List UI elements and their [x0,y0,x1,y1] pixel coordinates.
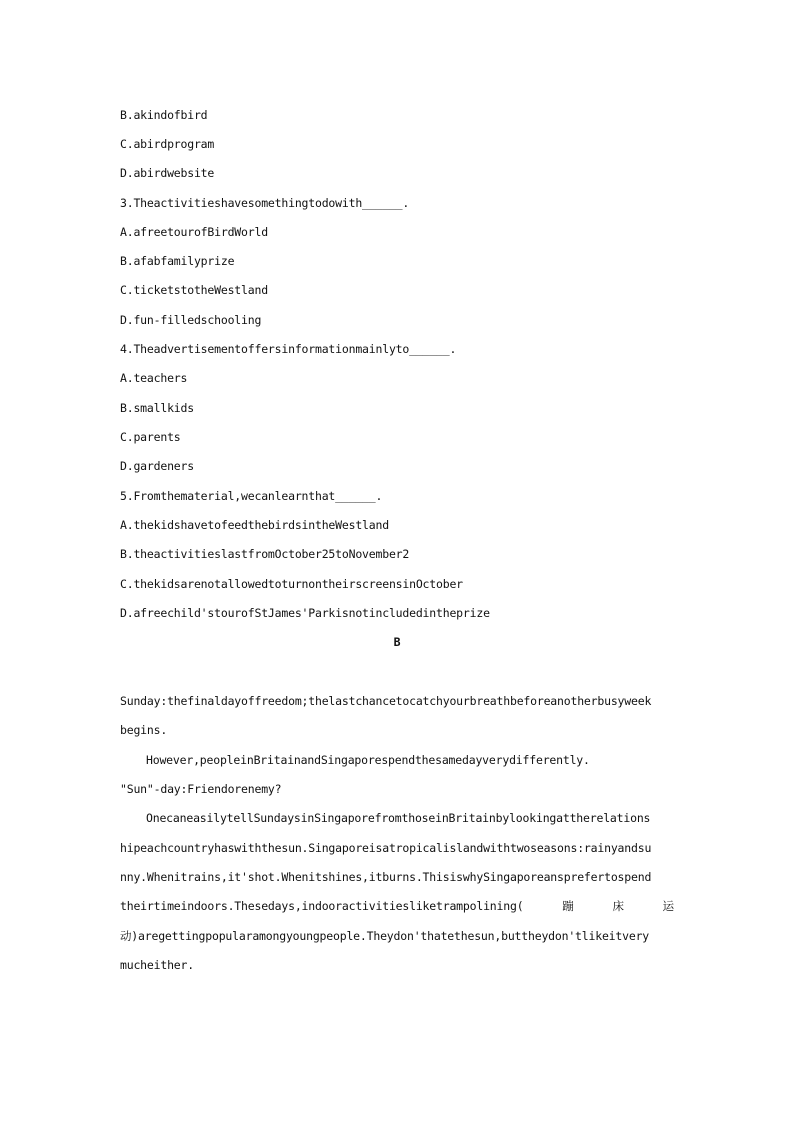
paragraph-3-line-4-char-2: 床 [612,899,624,913]
q5-option-a: A.thekidshavetofeedthebirdsintheWestland [120,518,389,532]
paragraph-1-line-1: Sunday:thefinaldayoffreedom;thelastchancetocatchyourbreathbeforeanotherbusyweek [120,694,652,708]
q5-stem: 5.Fromthematerial,wecanlearnthat______. [120,489,383,503]
paragraph-1-line-2: begins. [120,723,168,737]
paragraph-3-line-6: mucheither. [120,958,194,972]
q4-option-d: D.gardeners [120,459,194,473]
q3-option-a: A.afreetourofBirdWorld [120,225,268,239]
paragraph-3-line-4-char-3: 运 [662,899,674,913]
q2-option-b: B.akindofbird [120,108,208,122]
paragraph-3-line-5: 动)aregettingpopularamongyoungpeople.Theydon'thatethesun,buttheydon'tlikeitvery [120,929,650,943]
q5-option-d: D.afreechild'stourofStJames'Parkisnotincludedintheprize [120,606,490,620]
q3-option-d: D.fun-filledschooling [120,313,262,327]
q2-option-d: D.abirdwebsite [120,166,215,180]
paragraph-3-line-2: hipeachcountryhaswiththesun.Singaporeisatropicalislandwithtwoseasons:rainyandsu [120,841,652,855]
paragraph-3-line-4-char-1: 蹦 [562,899,574,913]
paragraph-3-line-1: OnecaneasilytellSundaysinSingaporefromthoseinBritainbylookingattherelations [146,811,651,825]
q5-option-b: B.theactivitieslastfromOctober25toNovember2 [120,547,410,561]
paragraph-3-line-4-text: theirtimeindoors.Thesedays,indooractivitiesliketrampolining( [120,899,524,913]
paragraph-2: However,peopleinBritainandSingaporespendthesamedayverydifferently. [146,753,590,767]
q3-option-c: C.ticketstotheWestland [120,283,268,297]
paragraph-3-line-4 [120,898,674,914]
q4-option-b: B.smallkids [120,401,194,415]
q5-option-c: C.thekidsarenotallowedtoturnontheirscreensinOctober [120,577,463,591]
q3-stem: 3.Theactivitieshavesomethingtodowith______. [120,196,410,210]
subheading: "Sun"-day:Friendorenemy? [120,782,282,796]
q4-option-a: A.teachers [120,371,188,385]
q3-option-b: B.afabfamilyprize [120,254,235,268]
q4-stem: 4.Theadvertisementoffersinformationmainlyto______. [120,342,457,356]
paragraph-3-line-3: nny.Whenitrains,it'shot.Whenitshines,itburns.ThisiswhySingaporeansprefertospend [120,870,652,884]
q2-option-c: C.abirdprogram [120,137,215,151]
q4-option-c: C.parents [120,430,181,444]
section-b-heading: B [393,635,401,649]
